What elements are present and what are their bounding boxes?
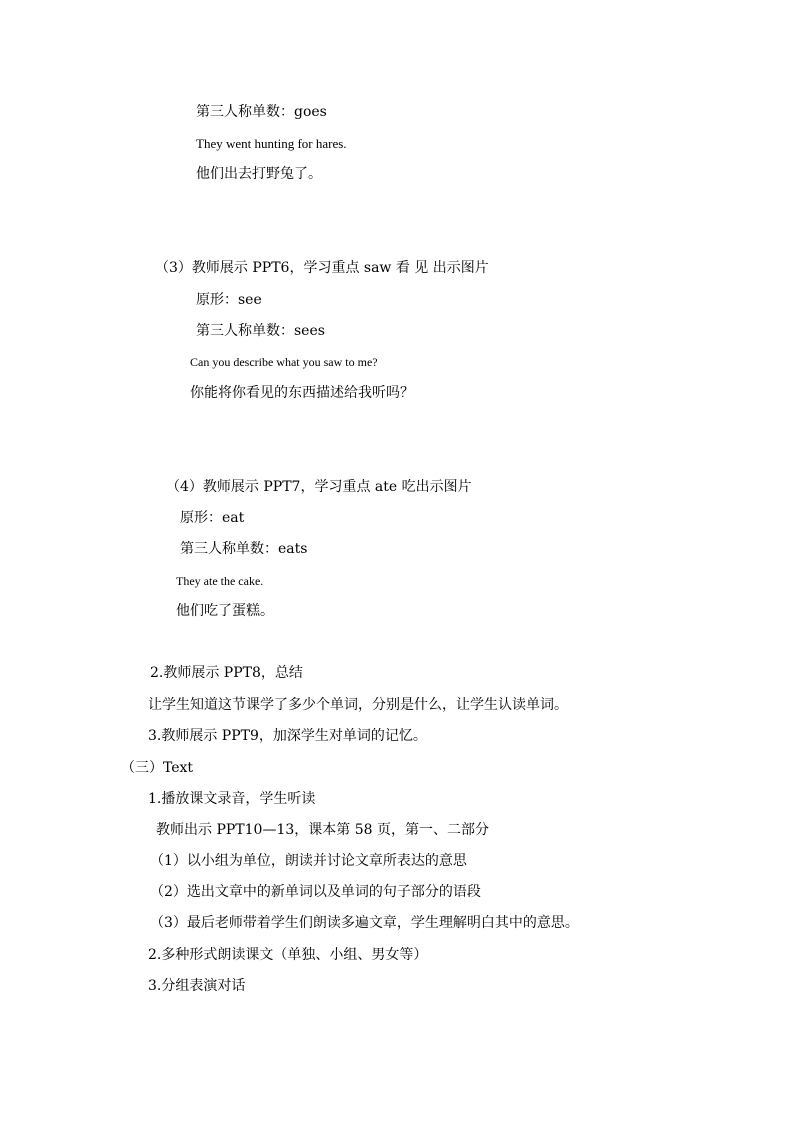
ate-base-form: 原形：eat: [180, 510, 245, 526]
text-step2: 2.多种形式朗读课文（单独、小组、男女等）: [148, 947, 428, 963]
ate-example-en: They ate the cake.: [176, 574, 264, 588]
ate-third-person: 第三人称单数：eats: [180, 541, 308, 557]
goes-example-en: They went hunting for hares.: [196, 136, 347, 151]
text-step1-detail: 教师出示 PPT10—13，课本第 58 页，第一、二部分: [156, 822, 489, 838]
text-sub3: （3）最后老师带着学生们朗读多遍文章，学生理解明白其中的意思。: [150, 915, 579, 931]
goes-third-person: 第三人称单数：goes: [196, 104, 327, 120]
saw-example-zh: 你能将你看见的东西描述给我听吗？: [190, 385, 414, 401]
text-sub1: （1）以小组为单位，朗读并讨论文章所表达的意思: [150, 853, 467, 869]
saw-third-person: 第三人称单数：sees: [196, 323, 325, 339]
goes-example-zh: 他们出去打野兔了。: [196, 166, 322, 182]
text-sub2: （2）选出文章中的新单词以及单词的句子部分的语段: [150, 884, 481, 900]
text-section-heading: （三）Text: [121, 760, 194, 776]
ate-example-zh: 他们吃了蛋糕。: [176, 603, 274, 619]
text-step3: 3.分组表演对话: [148, 978, 246, 994]
ate-heading: （4）教师展示 PPT7，学习重点 ate 吃出示图片: [166, 479, 472, 495]
saw-base-form: 原形：see: [196, 292, 262, 308]
summary-step3: 3.教师展示 PPT9，加深学生对单词的记忆。: [148, 728, 427, 744]
saw-example-en: Can you describe what you saw to me?: [190, 355, 378, 369]
text-step1: 1.播放课文录音，学生听读: [148, 791, 316, 807]
summary-step2: 2.教师展示 PPT8，总结: [150, 665, 303, 681]
saw-heading: （3）教师展示 PPT6，学习重点 saw 看 见 出示图片: [155, 260, 489, 276]
summary-step2-detail: 让学生知道这节课学了多少个单词，分别是什么，让学生认读单词。: [148, 697, 568, 713]
